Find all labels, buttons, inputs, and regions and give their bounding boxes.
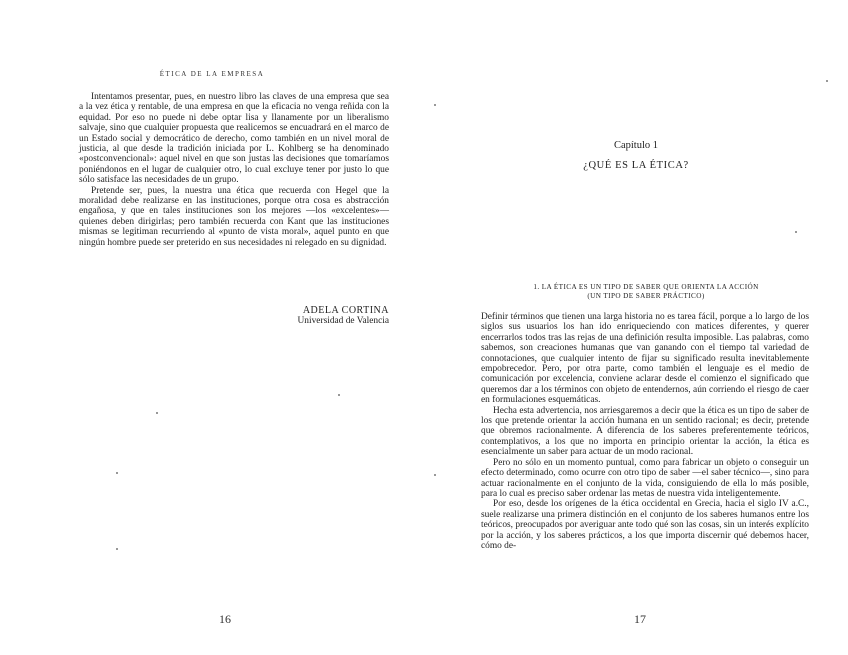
right-page xyxy=(424,0,848,655)
paragraph: Pretende ser, pues, la nuestra una ética que recuerda con Hegel que la moralidad debe realizarse en las instituciones, porque otra cosa es abstracción engañosa, y que en tales instituciones son los mejores —los «excelentes»— quienes deben dirigirlas; pero también recuerda con Kant que las instituciones mismas se legitiman recurriendo al «punto de vista moral», aquel punto en que ningún hombre puede ser preterido en sus necesidades ni relegado en su dignidad. xyxy=(79,185,389,248)
scan-speck xyxy=(338,394,340,396)
chapter-text xyxy=(481,312,809,551)
chapter-title: ¿QUÉ ES LA ÉTICA? xyxy=(583,160,689,171)
scan-speck xyxy=(116,548,118,550)
author-affiliation: Universidad de Valencia xyxy=(297,316,389,326)
preface-text xyxy=(79,92,389,248)
scan-speck xyxy=(434,474,436,476)
chapter-label: Capítulo 1 xyxy=(613,140,659,151)
scan-speck xyxy=(795,231,797,233)
paragraph: Pero no sólo en un momento puntual, como para fabricar un objeto o conseguir un efecto determinado, como ocurre con otro tipo de saber —el saber técnico—, sino para actuar racionalmente en el conjunto de la vida, consiguiendo de ella lo más posible, para lo cual es preciso saber ordenar las metas de nuestra vida inteligentemente. xyxy=(481,457,809,499)
section-heading-line: 1. LA ÉTICA ES UN TIPO DE SABER QUE ORIENTA LA ACCIÓN xyxy=(533,283,759,291)
paragraph: Intentamos presentar, pues, en nuestro libro las claves de una empresa que sea a la vez ética y rentable, de una empresa en que la eficacia no venga reñida con la equidad. Por eso no puede ni debe optar lisa y llanamente por un liberalismo salvaje, sino que cualquier propuesta que realicemos se encuadrará en el marco de un Estado social y democrático de derecho, como también en un nivel moral de justicia, al que desde la tradición iniciada por L. Kohlberg se ha denominado «postconvencional»: aquel nivel en que son justas las decisiones que tomaríamos poniéndonos en el lugar de cualquier otro, lo cual excluye tener por justo lo que sólo satisface las necesidades de un grupo. xyxy=(79,92,389,186)
paragraph: Definir términos que tienen una larga historia no es tarea fácil, porque a lo largo de los siglos sus usuarios los han ido enriqueciendo con matices diferentes, y querer encerrarlos todos tras las rejas de una definición resulta imposible. Las palabras, como sabemos, son creaciones humanas que van ganando con el tiempo tal variedad de connotaciones, que cualquier intento de fijar su significado resulta inevitablemente empobrecedor. Pero, por otra parte, como también el lenguaje es el medio de comunicación por excelencia, conviene aclarar desde el comienzo el significado que queremos dar a los términos con objeto de entendernos, aún corriendo el riesgo de caer en formulaciones esquemáticas. xyxy=(481,312,809,406)
page-number: 17 xyxy=(634,612,646,626)
scan-speck xyxy=(116,472,118,474)
running-head: ÉTICA DE LA EMPRESA xyxy=(159,70,265,78)
paragraph: Por eso, desde los orígenes de la ética occidental en Grecia, hacia el siglo IV a.C., suele realizarse una primera distinción en el conjunto de los saberes humanos entre los teóricos, preocupados por averiguar ante todo qué son las cosas, sin un interés explícito por la acción, y los saberes prácticos, a los que importa discernir qué debemos hacer, cómo de- xyxy=(481,499,809,551)
page-number: 16 xyxy=(219,612,231,626)
section-heading xyxy=(484,283,808,301)
scan-speck xyxy=(826,80,828,82)
scan-speck xyxy=(434,104,436,106)
scan-speck xyxy=(156,412,158,414)
author-signature: ADELA CORTINA xyxy=(302,305,389,316)
section-heading-line: (UN TIPO DE SABER PRÁCTICO) xyxy=(587,292,705,300)
paragraph: Hecha esta advertencia, nos arriesgaremos a decir que la ética es un tipo de saber de los que pretende orientar la acción humana en un sentido racional; es decir, pretende que obremos racionalmente. A diferencia de los saberes preferentemente teóricos, contemplativos, a los que no importa en principio orientar la acción, la ética es esencialmente un saber para actuar de un modo racional. xyxy=(481,405,809,458)
